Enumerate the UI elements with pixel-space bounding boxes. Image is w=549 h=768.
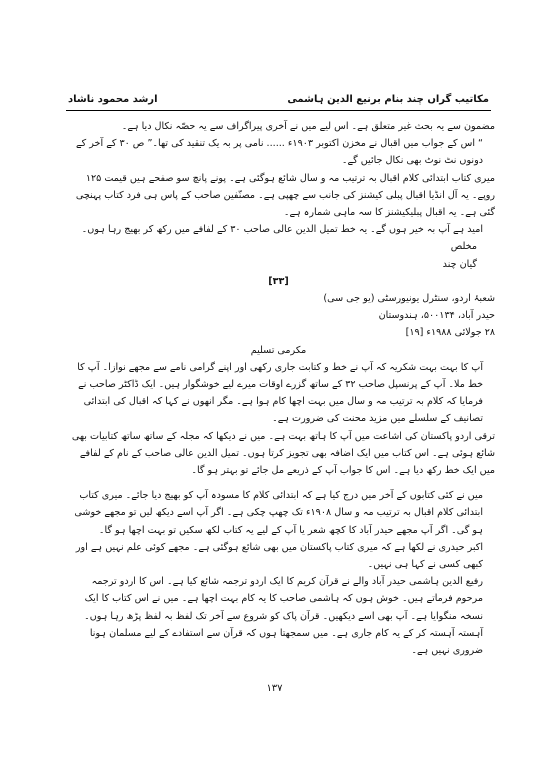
date-line: ۲۸ جولائی ۱۹۸۸ء [۱۹] (405, 327, 495, 339)
signature: گیان چند (442, 258, 477, 270)
page-number: ۱۳۷ (266, 683, 283, 694)
paragraph: ترقی اردو پاکستان کی اشاعت میں آپ کا ہاتھ بہت ہے۔ میں نے دیکھا کہ مجلہ کے ساتھ ساتھ کتابیات بھی شائع ہوئی ہے۔ اس کتاب میں ایک اضافہ بھی تجویز کرتا ہوں۔ تمیل الدین عالی صاحب کے نام کے لفافے میں ایک خط رکھ دیا ہے۔ اس کا جواب آپ کے ذریعے مل جائے تو بہتر ہو گا۔ (71, 430, 495, 477)
paragraph: اکبر حیدری نے لکھا ہے کہ میری کتاب پاکستان میں بھی شائع ہوگئی ہے۔ مجھے کوئی علم نہیں ہے اور کبھی کسی نے کہا ہی نہیں۔ (75, 541, 483, 571)
paragraph: میری کتاب ابتدائی کلام اقبال بہ ترتیب مہ و سال شائع ہوگئی ہے۔ پونے پانچ سو صفحے ہیں قیمت ۱۲۵ روپے۔ یہ آل انڈیا اقبال پبلی کیشنز کی جانب سے چھپی ہے۔ مصنّفین صاحب کے پاس ہی فرد کتاب پہنچی گئی ہے۔ یہ اقبال پبلیکیشنز کا سہ ماہی شمارہ ہے۔ (75, 172, 495, 219)
running-header-author: ارشد محمود ناشاد (68, 94, 158, 105)
paragraph: آپ کا بہت بہت شکریہ کہ آپ نے خط و کتابت جاری رکھی اور اپنے گرامی نامے سے مجھے نوازا۔ آپ کا خط ملا۔ آپ کے پرنسپل صاحب ۳۲ کے ساتھ گزرے اوقات میرے لیے خوشگوار ہیں۔ ایک ڈاکٹر صاحب نے فرمایا کہ کلام بہ ترتیب مہ و سال میں بہت اچھا کام ہوا ہے۔ مگر انھوں نے کہا کہ اقبال کی ابتدائی تصانیف کے سلسلے میں مزید محنت کی ضرورت ہے۔ (77, 361, 483, 425)
salutation: مکرمی تسلیم (250, 344, 307, 356)
header-rule (66, 110, 491, 111)
running-header-title: مکاتیب گراں چند بنام برنیع الدین ہاشمی (287, 94, 489, 105)
paragraph: مضمون سے یہ بحث غیر متعلق ہے۔ اس لیے میں نے آخری پیراگراف سے یہ حصّہ نکال دیا ہے۔ (121, 121, 495, 132)
paragraph: میں نے کئی کتابوں کے آخر میں درج کیا ہے کہ ابتدائی کلام کا مسودہ آپ کو بھیج دیا جائے۔ میری کتاب ابتدائی کلام اقبال بہ ترتیب مہ و سال ۱۹۰۸ء تک چھپ چکی ہے۔ اگر آپ اسے دیکھ لیں تو مجھے خوشی ہو گی۔ اگر آپ مجھے حیدر آباد کا کچھ شعر یا آپ کے لیے یہ کتاب لکھ سکیں تو بہت اچھا ہو گا۔ (74, 490, 483, 536)
paragraph: امید ہے آپ بہ خیر ہوں گے۔ یہ خط تمیل الدین عالی صاحب ۳۰ کے لفافے میں رکھ کر بھیج رہا ہوں۔ (81, 224, 483, 236)
closing: مخلص (450, 241, 477, 253)
paragraph: “ اس کے جواب میں اقبال نے مخزن اکتوبر ۱۹۰۳ء ...... نامی پر بہ یک تنقید کی تھا۔” ص ۳۰ کے آخر کے دونوں نٹ نوٹ بھی نکال جائیں گے۔ (76, 138, 483, 167)
letter-body (62, 118, 495, 659)
address-line: شعبۂ اردو، سنٹرل یونیورسٹی (یو جی سی) (323, 293, 495, 305)
paragraph: رفیع الدین ہاشمی حیدر آباد والے نے قرآن کریم کا ایک اردو ترجمہ شائع کیا ہے۔ اس کا اردو ترجمہ مرحوم فرماتے ہیں۔ خوش ہوں کہ ہاشمی صاحب کا یہ کام بہت اچھا ہے۔ میں نے اس کتاب کا ایک نسخہ منگوایا ہے۔ آپ بھی اسے دیکھیں۔ قرآن پاک کو شروع سے آخر تک لفظ بہ لفظ پڑھ رہا ہوں۔ آہستہ آہستہ کر کے یہ کام جاری ہے۔ میں سمجھتا ہوں کہ قرآن سے استفادے کے لیے مسلمان ہونا ضروری نہیں ہے۔ (84, 576, 483, 657)
letter-number: [۳۳] (268, 275, 289, 287)
address-line: حیدر آباد، ۵۰۰۱۳۴، ہندوستان (378, 310, 495, 322)
